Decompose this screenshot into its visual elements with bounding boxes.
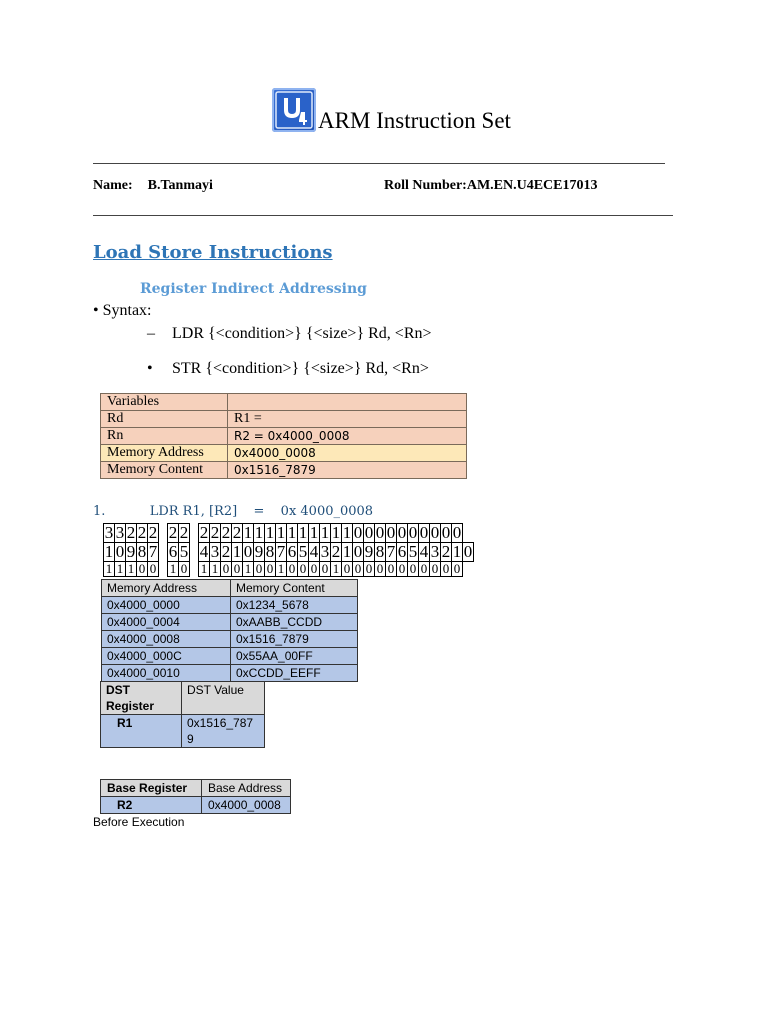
base-register-table [100, 779, 291, 814]
table-cell: 0x4000_000C [102, 648, 231, 665]
roll-line [384, 178, 598, 194]
table-cell: 0x1516_7879 [228, 462, 467, 479]
bit-cell: 8 [137, 542, 147, 561]
table-cell: 0x1234_5678 [231, 597, 358, 614]
bit-cell: 1 [320, 523, 330, 542]
table-cell: R2 = 0x4000_0008 [228, 428, 467, 445]
bit-cell: 0 [287, 562, 298, 577]
bit-cell: 1 [104, 562, 115, 577]
bit-cell: 0 [309, 562, 320, 577]
bit-cell: 1 [126, 562, 137, 577]
bit-cell: 7 [276, 542, 286, 561]
table-cell: 0x4000_0008 [102, 631, 231, 648]
bit-cell: 1 [331, 523, 341, 542]
syntax-str-bullet: • [147, 360, 153, 377]
bit-cell: 3 [210, 542, 220, 561]
bit-cell: 9 [126, 542, 136, 561]
table-cell: R2 [101, 797, 202, 814]
bit-cell: 0 [364, 562, 375, 577]
keil-uvision-logo-icon [272, 88, 316, 132]
bit-cell: 0 [221, 562, 232, 577]
bit-cell: 6 [287, 542, 297, 561]
bit-cell: 2 [210, 523, 220, 542]
bit-cell: 0 [386, 562, 397, 577]
table-cell: Memory Address [101, 445, 228, 462]
bit-cell [159, 543, 168, 562]
table-cell: 0x4000_0008 [202, 797, 291, 814]
bit-cell: 1 [232, 542, 242, 561]
table-cell: 0xAABB_CCDD [231, 614, 358, 631]
table-row [102, 665, 358, 682]
bit-cell: 1 [199, 562, 210, 577]
bit-cell: 0 [419, 523, 429, 542]
name-label: Name: [93, 178, 133, 193]
table-cell: 0x1516_7879 [182, 715, 265, 748]
bit-cell: 1 [168, 562, 179, 577]
bit-cell [159, 524, 168, 543]
table-header-cell: Memory Content [231, 580, 358, 597]
table-row [102, 614, 358, 631]
bit-cell: 0 [148, 562, 159, 577]
memory-table [101, 579, 358, 682]
bit-cell: 2 [199, 523, 209, 542]
bit-cell: 1 [243, 562, 254, 577]
bit-cell: 5 [408, 542, 418, 561]
bit-cell: 0 [408, 562, 419, 577]
bit-cell: 2 [441, 542, 451, 561]
bit-cell: 1 [276, 562, 287, 577]
table-header-cell: Memory Address [102, 580, 231, 597]
bit-cell: 0 [452, 562, 463, 577]
variables-table [100, 393, 467, 479]
bit-cell: 0 [179, 562, 190, 577]
bit-cell: 0 [441, 562, 452, 577]
bit-cell: 2 [168, 523, 178, 542]
bit-cell: 2 [331, 542, 341, 561]
bit-cell: 0 [115, 542, 125, 561]
table-header-cell: DST Value [182, 682, 265, 715]
bit-cell [190, 524, 199, 543]
bit-cell: 2 [148, 523, 158, 542]
bit-cell: 0 [265, 562, 276, 577]
example-heading [93, 504, 373, 519]
table-header-cell: DST Register [101, 682, 182, 715]
bottom-divider [93, 215, 673, 216]
bit-cell: 0 [419, 562, 430, 577]
syntax-label: • Syntax: [93, 302, 152, 319]
bit-cell: 0 [137, 562, 148, 577]
bit-cell: 1 [287, 523, 297, 542]
bit-cell: 0 [408, 523, 418, 542]
table-header-cell: Variables [101, 394, 228, 411]
bit-cell: 1 [243, 523, 253, 542]
table-row [101, 428, 467, 445]
bit-cell: 0 [430, 562, 441, 577]
bit-cell: 0 [441, 523, 451, 542]
bit-cell: 0 [254, 562, 265, 577]
bit-cell: 0 [463, 542, 473, 561]
table-header-cell [228, 394, 467, 411]
roll-value: AM.EN.U4ECE17013 [466, 178, 598, 193]
bit-cell: 0 [342, 562, 353, 577]
bit-cell: 0 [375, 562, 386, 577]
bit-cell: 2 [221, 542, 231, 561]
bit-cell: 7 [148, 542, 158, 561]
table-cell: 0x4000_0004 [102, 614, 231, 631]
bit-field-table [103, 523, 474, 577]
bit-cell: 2 [221, 523, 231, 542]
table-row [102, 631, 358, 648]
bit-cell: 0 [452, 523, 462, 542]
table-row [101, 394, 467, 411]
bit-cell: 7 [386, 542, 396, 561]
table-cell: 0xCCDD_EEFF [231, 665, 358, 682]
top-divider [93, 163, 665, 164]
bit-cell: 0 [364, 523, 374, 542]
bit-cell: 1 [254, 523, 264, 542]
table-cell: 0x4000_0008 [228, 445, 467, 462]
bit-cell: 0 [243, 542, 253, 561]
bit-cell: 3 [104, 523, 114, 542]
table-row [101, 445, 467, 462]
bit-cell: 1 [342, 542, 352, 561]
bit-cell: 2 [137, 523, 147, 542]
syntax-ldr: LDR {<condition>} {<size>} Rd, <Rn> [172, 325, 432, 342]
bit-cell: 2 [126, 523, 136, 542]
table-header-cell: Base Register [101, 780, 202, 797]
name-line [93, 178, 213, 194]
table-cell: 0x1516_7879 [231, 631, 358, 648]
example-equals: = [253, 504, 265, 519]
bit-cell: 3 [115, 523, 125, 542]
table-row [102, 648, 358, 665]
table-cell: Rd [101, 411, 228, 428]
name-value: B.Tanmayi [147, 178, 213, 193]
bit-cell [190, 562, 199, 577]
bit-cell: 1 [309, 523, 319, 542]
bit-cell: 9 [364, 542, 374, 561]
table-row [101, 780, 291, 797]
example-value: 0x 4000_0008 [280, 504, 374, 519]
bit-row [104, 562, 474, 577]
bit-cell: 3 [320, 542, 330, 561]
table-row [102, 580, 358, 597]
example-instruction: LDR R1, [R2] [149, 504, 238, 519]
bit-cell: 0 [320, 562, 331, 577]
table-header-cell: Base Address [202, 780, 291, 797]
bit-cell: 1 [210, 562, 221, 577]
bit-cell: 0 [397, 523, 407, 542]
bit-cell: 0 [375, 523, 385, 542]
bit-cell: 0 [353, 562, 364, 577]
table-cell: 0x4000_0010 [102, 665, 231, 682]
roll-label: Roll Number: [384, 178, 467, 193]
table-cell: Memory Content [101, 462, 228, 479]
table-row [101, 797, 291, 814]
table-cell: 0x55AA_00FF [231, 648, 358, 665]
table-row [101, 411, 467, 428]
bit-cell: 6 [397, 542, 407, 561]
bit-cell: 1 [452, 542, 462, 561]
syntax-ldr-bullet: – [147, 325, 155, 342]
bit-cell: 1 [298, 523, 308, 542]
bit-cell: 2 [232, 523, 242, 542]
bit-cell: 4 [419, 542, 429, 561]
table-row [101, 682, 265, 715]
bit-cell: 4 [199, 542, 209, 561]
bit-cell: 0 [353, 542, 363, 561]
bit-row [104, 524, 474, 543]
example-number: 1. [93, 504, 106, 519]
bit-cell: 1 [115, 562, 126, 577]
table-cell: R1 [101, 715, 182, 748]
bit-cell: 6 [168, 542, 178, 561]
before-execution-note: Before Execution [93, 815, 185, 829]
bit-cell: 0 [397, 562, 408, 577]
table-cell: Rn [101, 428, 228, 445]
bit-cell [159, 562, 168, 577]
bit-cell: 0 [232, 562, 243, 577]
bit-cell: 4 [309, 542, 319, 561]
bit-cell: 8 [375, 542, 385, 561]
bit-cell: 0 [386, 523, 396, 542]
subsection-heading: Register Indirect Addressing [140, 281, 367, 297]
bit-cell: 8 [265, 542, 275, 561]
bit-cell: 0 [353, 523, 363, 542]
section-heading: Load Store Instructions [93, 242, 333, 263]
syntax-str: STR {<condition>} {<size>} Rd, <Rn> [172, 360, 429, 377]
bit-cell: 2 [179, 523, 189, 542]
document-title: ARM Instruction Set [318, 108, 511, 133]
table-row [102, 597, 358, 614]
table-row [101, 715, 265, 748]
bit-row [104, 543, 474, 562]
bit-cell: 1 [104, 542, 114, 561]
bit-cell: 5 [298, 542, 308, 561]
bit-cell: 1 [331, 562, 342, 577]
bit-cell: 1 [276, 523, 286, 542]
table-cell: 0x4000_0000 [102, 597, 231, 614]
table-row [101, 462, 467, 479]
dst-register-table [100, 681, 265, 748]
table-cell: R1 = [228, 411, 467, 428]
bit-cell: 1 [342, 523, 352, 542]
bit-cell: 1 [265, 523, 275, 542]
bit-cell: 3 [430, 542, 440, 561]
bit-cell: 5 [179, 542, 189, 561]
bit-cell [190, 543, 199, 562]
bit-cell: 0 [298, 562, 309, 577]
bit-cell: 0 [430, 523, 440, 542]
bit-cell: 9 [254, 542, 264, 561]
